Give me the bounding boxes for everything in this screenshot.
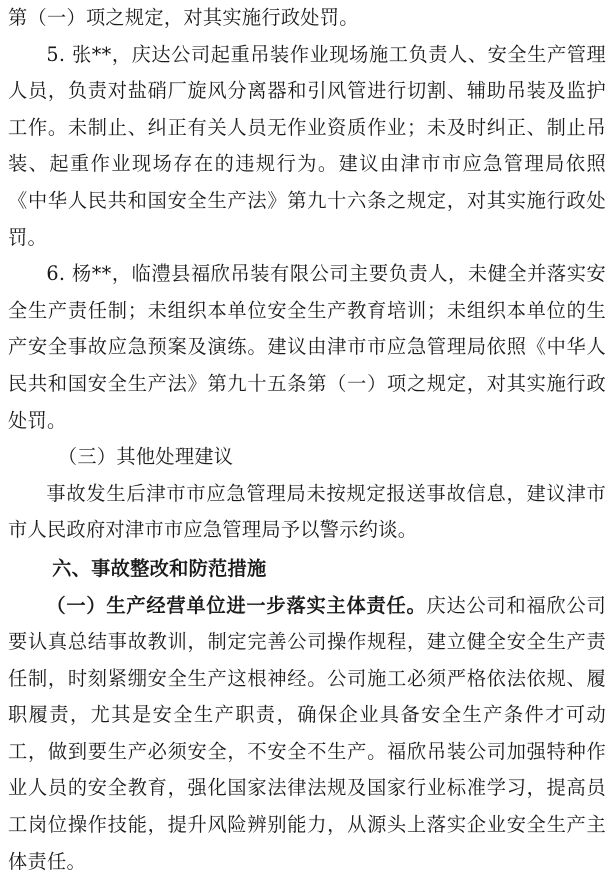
paragraph-continuation: 第（一）项之规定，对其实施行政处罚。 bbox=[8, 6, 359, 29]
section-heading-rectification: 六、事故整改和防范措施 bbox=[52, 556, 267, 580]
paragraph-body: 庆达公司和福欣公司要认真总结事故教训，制定完善公司操作规程，建立健全安全生产责任制，时刻紧绷安全生产这根神经。公司施工必须严格依法依规、履职履责，尤其是安全生产职责，确保企业具备安全生产条件才可动工，做到要生产必须安全，不安全不生产。福欣吊装公司加强特种作业人员的安全教育，强化国家法律法规及国家行业标准学习，提高员工岗位操作技能，提升风险辨别能力，从源头上落实企业安全生产主体责任。 bbox=[8, 593, 607, 873]
paragraph-other-suggestions: 事故发生后津市市应急管理局未按规定报送事故信息，建议津市市人民政府对津市市应急管理局予以警示约谈。 bbox=[8, 481, 606, 542]
document-page bbox=[8, 0, 606, 880]
paragraph-rectification-1 bbox=[8, 588, 606, 880]
subheading-other-suggestions: （三）其他处理建议 bbox=[57, 445, 234, 469]
paragraph-item-6: 6. 杨**，临澧县福欣吊装有限公司主要负责人，未健全并落实安全生产责任制；未组织本单位安全生产教育培训；未组织本单位的生产安全事故应急预案及演练。建议由津市市应急管理局依照《中华人民共和国安全生产法》第九十五条第（一）项之规定，对其实施行政处罚。 bbox=[8, 262, 606, 432]
paragraph-lead-bold: （一）生产经营单位进一步落实主体责任。 bbox=[46, 593, 427, 617]
paragraph-item-5: 5. 张**，庆达公司起重吊装作业现场施工负责人、安全生产管理人员，负责对盐硝厂旋风分离器和引风管进行切割、辅助吊装及监护工作。未制止、纠正有关人员无作业资质作业；未及时纠正、制止吊装、起重作业现场存在的违规行为。建议由津市市应急管理局依照《中华人民共和国安全生产法》第九十六条之规定，对其实施行政处罚。 bbox=[8, 42, 606, 249]
